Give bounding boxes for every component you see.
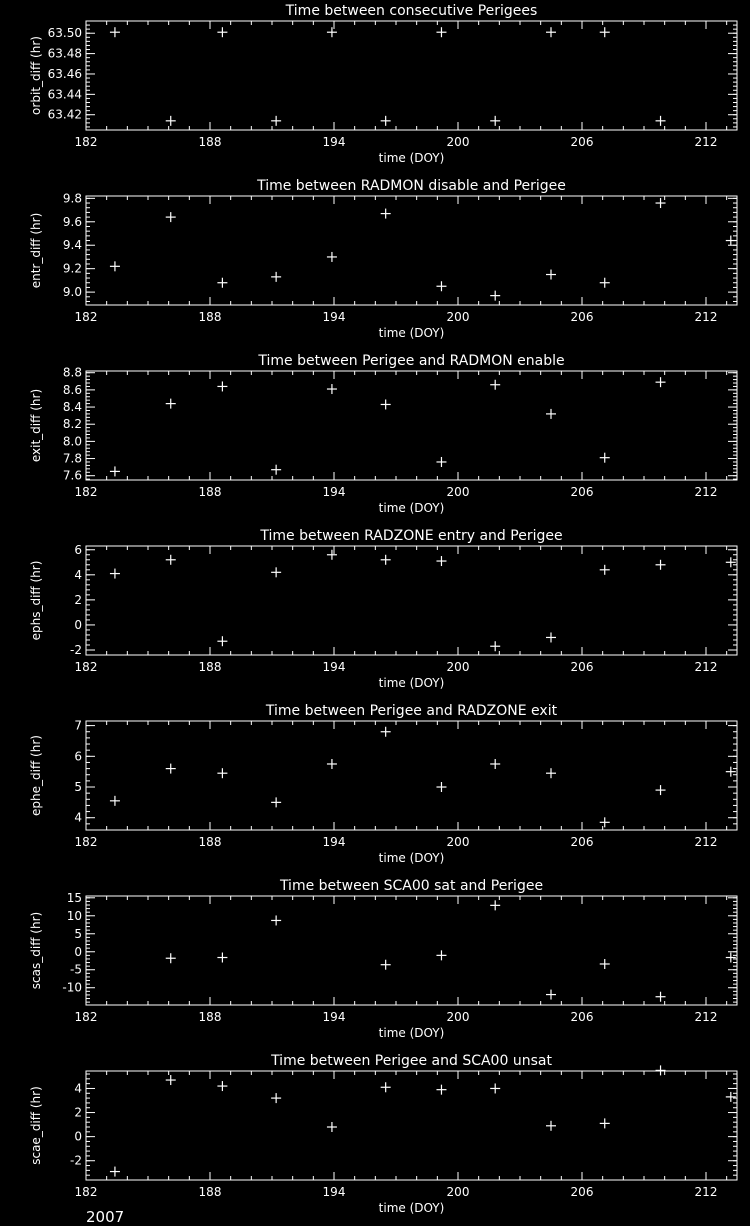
data-point [656, 992, 666, 1002]
x-tick-label: 200 [446, 485, 470, 499]
data-point [726, 236, 736, 246]
y-axis-label: orbit_diff (hr) [29, 36, 43, 115]
x-tick-label: 182 [74, 1010, 98, 1024]
data-point [436, 950, 446, 960]
y-tick-label: -10 [62, 980, 82, 995]
data-point [546, 990, 556, 1000]
data-point [436, 1085, 446, 1095]
y-axis-label: scae_diff (hr) [29, 1086, 43, 1165]
y-tick-label: 2 [74, 592, 82, 607]
data-point [327, 1122, 337, 1132]
chart-title: Time between Perigee and SCA00 unsat [271, 1053, 552, 1069]
data-point [546, 632, 556, 642]
y-tick-label: 6 [74, 749, 82, 764]
data-point [110, 796, 120, 806]
data-point [490, 641, 500, 651]
data-point [436, 556, 446, 566]
x-tick-label: 182 [74, 310, 98, 324]
data-point [110, 27, 120, 37]
chart-title: Time between RADZONE entry and Perigee [260, 528, 563, 544]
data-point [381, 960, 391, 970]
y-tick-label: 6 [74, 542, 82, 557]
data-point [381, 555, 391, 565]
data-point [327, 550, 337, 560]
y-tick-label: 9.6 [62, 214, 82, 229]
x-tick-label: 212 [694, 835, 718, 849]
data-point [436, 782, 446, 792]
x-tick-label: 212 [694, 1185, 718, 1199]
x-tick-label: 206 [570, 485, 594, 499]
y-tick-label: 8.0 [62, 434, 82, 449]
data-point [166, 116, 176, 126]
y-tick-label: 4 [74, 810, 82, 825]
x-tick-label: 212 [694, 1010, 718, 1024]
x-axis-label: time (DOY) [378, 851, 445, 865]
y-tick-label: 63.46 [47, 66, 82, 81]
data-point [327, 759, 337, 769]
chart-panel-5 [29, 703, 737, 865]
x-axis-label: time (DOY) [378, 151, 445, 165]
chart-panel-2 [29, 178, 737, 340]
x-tick-label: 194 [322, 660, 346, 674]
data-point [600, 959, 610, 969]
data-point [381, 399, 391, 409]
data-point [166, 399, 176, 409]
y-tick-label: 15 [66, 890, 82, 905]
y-tick-label: 2 [74, 1105, 82, 1120]
data-point [217, 27, 227, 37]
x-tick-label: 182 [74, 835, 98, 849]
chart-panel-6 [29, 878, 737, 1040]
data-point [271, 465, 281, 475]
x-tick-label: 182 [74, 485, 98, 499]
x-tick-label: 206 [570, 1185, 594, 1199]
data-point [600, 1118, 610, 1128]
x-tick-label: 212 [694, 135, 718, 149]
x-tick-label: 182 [74, 1185, 98, 1199]
x-tick-label: 194 [322, 135, 346, 149]
y-tick-label: 63.50 [47, 26, 82, 41]
data-point [271, 272, 281, 282]
x-tick-label: 182 [74, 660, 98, 674]
x-tick-label: 212 [694, 485, 718, 499]
axes-frame [86, 196, 737, 305]
x-tick-label: 206 [570, 135, 594, 149]
x-tick-label: 188 [198, 835, 222, 849]
data-point [271, 797, 281, 807]
data-point [546, 409, 556, 419]
axes-frame [86, 371, 737, 480]
data-point [600, 565, 610, 575]
x-tick-label: 182 [74, 135, 98, 149]
data-point [217, 636, 227, 646]
data-point [381, 209, 391, 219]
data-point [166, 764, 176, 774]
axes-frame [86, 546, 737, 655]
y-tick-label: 9.8 [62, 191, 82, 206]
x-tick-label: 188 [198, 310, 222, 324]
x-tick-label: 200 [446, 835, 470, 849]
data-point [656, 560, 666, 570]
data-point [490, 759, 500, 769]
data-point [217, 278, 227, 288]
y-tick-label: 7.6 [62, 468, 82, 483]
data-point [381, 727, 391, 737]
data-point [726, 557, 736, 567]
x-tick-label: 212 [694, 310, 718, 324]
y-axis-label: exit_diff (hr) [29, 388, 43, 463]
axes-frame [86, 896, 737, 1005]
data-point [726, 953, 736, 963]
axes-frame [86, 21, 737, 130]
data-point [490, 116, 500, 126]
y-tick-label: -2 [70, 642, 82, 657]
y-axis-label: ephs_diff (hr) [29, 560, 43, 641]
y-axis-label: ephe_diff (hr) [29, 735, 43, 816]
data-point [436, 27, 446, 37]
data-point [217, 953, 227, 963]
data-point [656, 116, 666, 126]
data-point [600, 278, 610, 288]
data-point [166, 555, 176, 565]
data-point [217, 768, 227, 778]
data-point [546, 768, 556, 778]
data-point [656, 198, 666, 208]
y-tick-label: -5 [70, 962, 82, 977]
chart-panel-1 [29, 3, 737, 165]
data-point [381, 116, 391, 126]
y-tick-label: 0 [74, 1129, 82, 1144]
y-tick-label: 5 [74, 780, 82, 795]
x-axis-label: time (DOY) [378, 676, 445, 690]
y-tick-label: 0 [74, 944, 82, 959]
x-tick-label: 206 [570, 1010, 594, 1024]
y-tick-label: 9.0 [62, 285, 82, 300]
chart-panel-3 [29, 353, 737, 515]
x-axis-label: time (DOY) [378, 326, 445, 340]
data-point [656, 1065, 666, 1075]
data-point [600, 817, 610, 827]
data-point [436, 281, 446, 291]
data-point [327, 384, 337, 394]
data-point [600, 27, 610, 37]
data-point [490, 380, 500, 390]
y-tick-label: 63.42 [47, 107, 82, 122]
y-tick-label: 8.4 [62, 400, 82, 415]
chart-title: Time between consecutive Perigees [285, 3, 538, 19]
data-point [490, 1083, 500, 1093]
data-point [327, 27, 337, 37]
x-tick-label: 194 [322, 485, 346, 499]
data-point [271, 567, 281, 577]
data-point [490, 291, 500, 301]
data-point [110, 1167, 120, 1177]
data-point [110, 261, 120, 271]
x-tick-label: 188 [198, 1010, 222, 1024]
data-point [166, 212, 176, 222]
data-point [166, 1075, 176, 1085]
x-tick-label: 206 [570, 310, 594, 324]
y-axis-label: scas_diff (hr) [29, 911, 43, 990]
y-tick-label: 4 [74, 1081, 82, 1096]
x-tick-label: 194 [322, 835, 346, 849]
data-point [217, 1081, 227, 1091]
data-point [656, 785, 666, 795]
chart-title: Time between SCA00 sat and Perigee [279, 878, 544, 894]
data-point [271, 116, 281, 126]
y-tick-label: 8.2 [62, 417, 82, 432]
x-tick-label: 212 [694, 660, 718, 674]
data-point [546, 270, 556, 280]
data-point [327, 252, 337, 262]
x-tick-label: 206 [570, 835, 594, 849]
y-tick-label: 9.2 [62, 261, 82, 276]
x-tick-label: 188 [198, 485, 222, 499]
y-tick-label: 4 [74, 567, 82, 582]
data-point [546, 1121, 556, 1131]
axes-frame [86, 1071, 737, 1180]
x-tick-label: 200 [446, 1010, 470, 1024]
data-point [546, 27, 556, 37]
data-point [217, 381, 227, 391]
data-point [436, 457, 446, 467]
y-tick-label: 8.6 [62, 382, 82, 397]
x-tick-label: 200 [446, 135, 470, 149]
y-tick-label: 9.4 [62, 238, 82, 253]
x-tick-label: 188 [198, 660, 222, 674]
x-tick-label: 194 [322, 1010, 346, 1024]
year-label: 2007 [86, 1208, 125, 1226]
y-tick-label: 10 [66, 908, 82, 923]
x-tick-label: 200 [446, 660, 470, 674]
data-point [490, 900, 500, 910]
data-point [110, 466, 120, 476]
y-tick-label: 5 [74, 926, 82, 941]
y-tick-label: 0 [74, 617, 82, 632]
data-point [381, 1082, 391, 1092]
x-axis-label: time (DOY) [378, 1201, 445, 1215]
x-tick-label: 206 [570, 660, 594, 674]
x-tick-label: 188 [198, 1185, 222, 1199]
data-point [600, 453, 610, 463]
x-tick-label: 188 [198, 135, 222, 149]
x-tick-label: 200 [446, 310, 470, 324]
data-point [271, 915, 281, 925]
y-tick-label: -2 [70, 1153, 82, 1168]
x-tick-label: 194 [322, 310, 346, 324]
y-tick-label: 8.8 [62, 365, 82, 380]
y-tick-label: 7 [74, 718, 82, 733]
y-tick-label: 7.8 [62, 451, 82, 466]
data-point [166, 953, 176, 963]
chart-panel-4 [29, 528, 737, 690]
x-axis-label: time (DOY) [378, 1026, 445, 1040]
y-axis-label: entr_diff (hr) [29, 212, 43, 289]
axes-frame [86, 721, 737, 830]
chart-title: Time between RADMON disable and Perigee [257, 178, 566, 194]
data-point [110, 569, 120, 579]
chart-panel-7 [29, 1053, 737, 1215]
chart-title: Time between Perigee and RADZONE exit [265, 703, 558, 719]
y-tick-label: 63.48 [47, 46, 82, 61]
data-point [271, 1093, 281, 1103]
chart-title: Time between Perigee and RADMON enable [258, 353, 565, 369]
x-tick-label: 194 [322, 1185, 346, 1199]
y-tick-label: 63.44 [47, 87, 82, 102]
x-tick-label: 200 [446, 1185, 470, 1199]
x-axis-label: time (DOY) [378, 501, 445, 515]
data-point [656, 377, 666, 387]
